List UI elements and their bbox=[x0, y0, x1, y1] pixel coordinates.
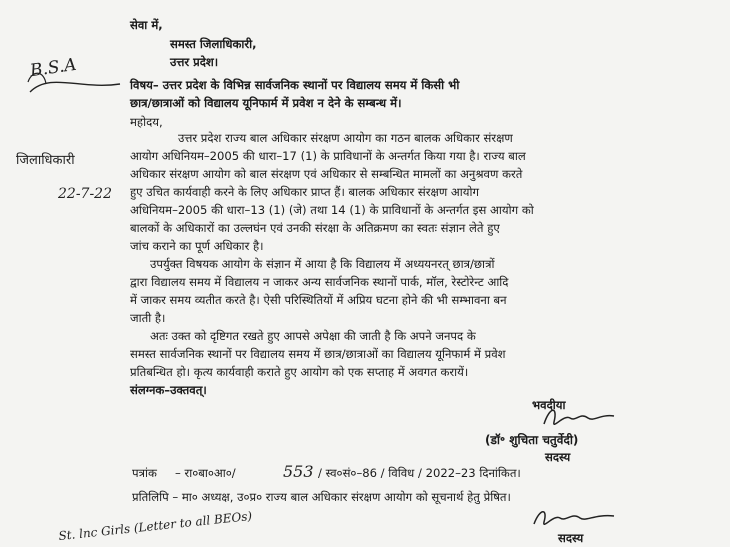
enclosure: संलग्नक–उक्तवत्। bbox=[130, 383, 207, 397]
para1-line: हुए उचित कार्यवाही करने के लिए अधिकार प्राप्त हैं। बालक अधिकार संरक्षण आयोग bbox=[130, 185, 479, 199]
greeting: महोदय, bbox=[130, 115, 163, 129]
signatory-name: (डॉ॰ शुचिता चतुर्वेदी) bbox=[485, 433, 579, 447]
subject-line-2: छात्र/छात्राओं को विद्यालय यूनिफार्म में प्रवेश न देने के सम्बन्ध में। bbox=[130, 96, 402, 110]
para2-line: में जाकर समय व्यतीत करते है। ऐसी परिस्थितियों में अप्रिय घटना होने की भी सम्भावना बन bbox=[130, 293, 507, 307]
para1-line: उत्तर प्रदेश राज्य बाल अधिकार संरक्षण आयोग का गठन बालक अधिकार संरक्षण bbox=[178, 131, 513, 145]
signatory-title: सदस्य bbox=[545, 450, 571, 464]
para3-line: प्रतिबन्धित हो। कृत्य कार्यवाही कराते हुए आयोग को एक सप्ताह में अवगत करायें। bbox=[130, 365, 469, 379]
para3-line: समस्त सार्वजनिक स्थानों पर विद्यालय समय में छात्र/छात्राओं का विद्यालय यूनिफार्म में प्रवेश bbox=[130, 347, 506, 361]
recipient: समस्त जिलाधिकारी, bbox=[170, 37, 257, 51]
para2-line: उपर्युक्त विषयक आयोग के संज्ञान में आया है कि विद्यालय में अध्ययनरत् छात्र/छात्रों bbox=[150, 257, 495, 271]
subject-line-1: विषय– उत्तर प्रदेश के विभिन्न सार्वजनिक स्थानों पर विद्यालय समय में किसी भी bbox=[130, 78, 460, 92]
signature-icon bbox=[540, 404, 620, 432]
margin-date: 22-7-22 bbox=[58, 186, 112, 202]
para1-line: जांच कराने का पूर्ण अधिकार है। bbox=[130, 239, 264, 253]
signatory-title-2: सदस्य bbox=[558, 531, 584, 545]
ref-number: 553 bbox=[283, 462, 314, 481]
para3-line: अतः उक्त को दृष्टिगत रखते हुए आपसे अपेक्षा की जाती है कि अपने जनपद के bbox=[150, 329, 476, 343]
para2-line: द्वारा विद्यालय समय में विद्यालय न जाकर अन्य सार्वजनिक स्थानों पार्क, मॉल, रेस्टोरेन्ट आदि bbox=[130, 275, 509, 289]
margin-scribble-icon bbox=[20, 62, 130, 102]
margin-mark: B.S.A bbox=[28, 54, 78, 82]
recipient-place: उत्तर प्रदेश। bbox=[170, 55, 219, 69]
para1-line: बालकों के अधिकारों का उल्लघंन एवं उनकी संरक्षा के अतिक्रमण का स्वतः संज्ञान लेते हुए bbox=[130, 221, 500, 235]
bottom-note: St. lnc Girls (Letter to all BEOs) bbox=[57, 508, 253, 544]
closing: भवदीया bbox=[532, 398, 566, 412]
ref-suffix: / स्व०सं०–86 / विविध / 2022–23 दिनांकित। bbox=[318, 466, 521, 480]
signature-2-icon bbox=[530, 506, 620, 532]
copy-line: प्रतिलिपि – मा० अध्यक्ष, उ०प्र० राज्य बाल अधिकार संरक्षण आयोग को सूचनार्थ हेतु प्रेषित। bbox=[132, 490, 511, 504]
margin-office: जिलाधिकारी bbox=[16, 153, 75, 168]
salutation-to: सेवा में, bbox=[130, 18, 163, 32]
ref-body: – रा०बा०आ०/ bbox=[175, 466, 236, 480]
para1-line: आयोग अधिनियम–2005 की धारा–17 (1) के प्राविधानों के अन्तर्गत किया गया है। राज्य बाल bbox=[130, 149, 526, 163]
para1-line: अधिकार संरक्षण आयोग को बाल संरक्षण एवं अधिकार से सम्बन्धित मामलों का अनुश्रवण करते bbox=[130, 167, 523, 181]
para2-line: जाती है। bbox=[130, 311, 166, 325]
ref-prefix: पत्रांक bbox=[132, 466, 157, 480]
para1-line: अधिनियम–2005 की धारा–13 (1) (जे) तथा 14 (1) के प्राविधानों के अन्तर्गत इस आयोग को bbox=[130, 203, 534, 217]
